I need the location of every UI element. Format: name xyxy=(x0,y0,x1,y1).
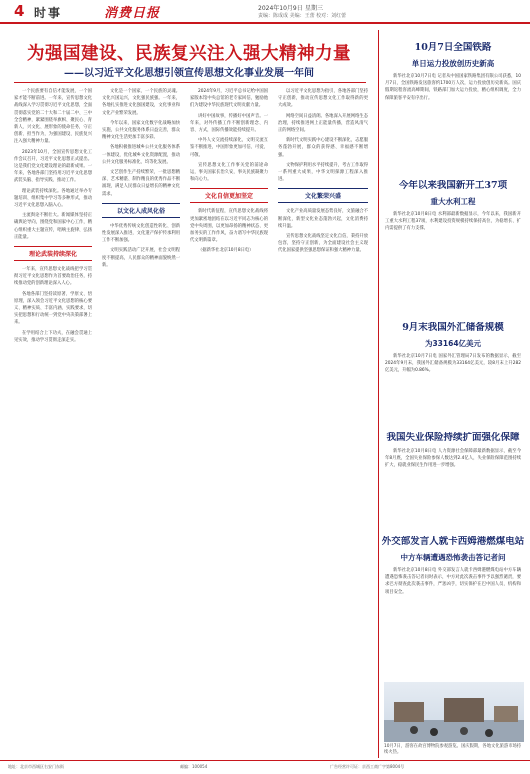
lead-headline: 为强国建设、民族复兴注入强大精神力量 xyxy=(27,44,351,64)
news-headline: 9月末我国外汇储备规模 xyxy=(402,322,504,333)
photo-illustration xyxy=(384,682,524,742)
paragraph: 网络空间日益清朗。各地深入开展网络生态治理，持续推进网上正能量传播，营造风清气正的网络空间。 xyxy=(278,113,368,134)
paragraph: 新时代文明实践中心建设不断深化，志愿服务蓬勃开展，群众的获得感、幸福感不断增强。 xyxy=(278,138,368,158)
paragraph: 各地积极推进城乡公共文化服务体系一体建设，优化城乡文化资源配置，推动公共文化服务标准化、均等化发展。 xyxy=(102,145,180,165)
weekday: 星期三 xyxy=(305,5,324,12)
paragraph: 2024年9月，习近平总书记给中国国家版本馆中央总馆的老专家回信，勉励他们为建设中华民族现代文明贡献力量。 xyxy=(190,89,268,109)
news-item-forex-reserves xyxy=(379,322,527,422)
paragraph: 各地各部门坚持读原著、学原文、悟原理，深入领会习近平文化思想的核心要义、精神实质、丰富内涵、实践要求，切实把思想和行动统一到党中央决策部署上来。 xyxy=(14,291,92,326)
paragraph: 一个民族要有自信才能发展，一个国家才能不断前进。一年来，宣传思想文化战线深入学习贯彻习近平文化思想，全面贯彻落实党的二十大和二十届二中、三中全会精神，紧紧围绕举旗帜、聚民心、育新人、兴文化、展形象的使命任务，守正创新、担当作为，为强国建设、民族复兴注入强大精神力量。 xyxy=(14,89,92,145)
news-headline: 外交部发言人就卡西姆港燃煤电站 xyxy=(381,536,525,547)
page-footer xyxy=(0,760,530,774)
title-divider xyxy=(14,82,366,83)
issue-date: 2024年10月9日 xyxy=(258,5,303,12)
paragraph: 主流舆论不断壮大。新闻媒体坚持正确舆论导向，围绕党和国家中心工作，精心组织重大主题宣传，唱响主旋律、弘扬正能量。 xyxy=(14,213,92,240)
lead-column-4 xyxy=(278,88,368,758)
newspaper-logo: 消费日报 xyxy=(104,6,161,21)
paragraph: 在学用结合上下功夫，在融会贯通上见实效，推动学习贯彻走深走实。 xyxy=(14,330,92,343)
paragraph: 讲好中国故事，传播好中国声音。一年来，对外传播工作不断创新理念、内容、方式，国际传播效能持续提升。 xyxy=(190,113,268,134)
section-name: 时事 xyxy=(34,6,63,20)
news-subheadline: 重大水利工程 xyxy=(430,197,476,206)
news-item-unemployment-insurance xyxy=(379,432,527,532)
lead-subheadline: ——以习近平文化思想引领宣传思想文化事业发展一年间 xyxy=(64,68,314,79)
paragraph: 文化产业高质量发展态势良好，文旅融合不断深化，新型文化业态蓬勃兴起，文化消费持续升温。 xyxy=(278,209,368,229)
footer-postcode: 邮编：100054 xyxy=(180,764,208,769)
paragraph: 中外人文交流持续深化，文明交流互鉴不断推进，中国形象更加可信、可爱、可敬。 xyxy=(190,138,268,158)
footer-address: 地址：北京市西城区右安门东街 xyxy=(8,764,64,769)
news-subheadline: 为33164亿美元 xyxy=(424,339,482,348)
editor-credits: 责编：陈成成 美编：王蕾 校对：刘红蕾 xyxy=(258,13,347,19)
section-subhead: 理论武装持续深化 xyxy=(14,246,92,261)
paragraph: （据新华社北京10月8日电） xyxy=(198,248,254,254)
paragraph: 理论武装持续深化。各地通过举办专题培训、组织集中学习等多种形式，推动习近平文化思想入脑入心。 xyxy=(14,188,92,209)
news-item-railway xyxy=(379,42,527,172)
news-headline: 我国失业保险持续扩面强化保障 xyxy=(386,432,520,443)
section-subhead: 以文化人成风化俗 xyxy=(102,203,180,218)
news-body: 新华社北京10月7日电 记者从中国国家铁路集团有限公司获悉，10月7日，全国铁路发送旅客约1700万人次，运力投放创历史新高。国庆假期返程客流高峰期间，铁路部门加大运力投放，精心组织调度，全力保障旅客平安有序出行。 xyxy=(385,74,521,101)
section-subhead: 文化自信更加坚定 xyxy=(190,188,268,203)
paragraph: 宣传思想文化战线坚定文化自信，秉持开放包容，坚持守正创新，为全面建设社会主义现代化国家提供坚强思想保证和强大精神力量。 xyxy=(278,234,368,254)
news-body: 新华社北京10月8日电 外交部发言人就卡西姆港燃煤电站中方车辆遭遇恐怖袭击答记者问时表示，中方对此次袭击事件予以强烈谴责，要求巴方彻查此次袭击事件，严惩凶手，切实保护在巴中国人员、机构和项目安全。 xyxy=(385,568,521,595)
news-item-foreign-ministry xyxy=(379,536,527,676)
news-body: 新华社北京10月8日电 水利部最新数据显示，今年以来，我国新开工重大水利工程37项，水利建设投资规模持续保持高位，为稳增长、扩内需提供了有力支撑。 xyxy=(385,212,521,232)
news-headline: 10月7日全国铁路 xyxy=(414,42,492,53)
lead-column-1 xyxy=(14,88,92,758)
section-subhead: 文化繁荣兴盛 xyxy=(278,188,368,203)
masthead xyxy=(0,0,530,24)
news-photo xyxy=(384,682,524,742)
news-body: 新华社北京10月7日电 国家外汇管理局7日发布的数据显示，截至2024年9月末，我国外汇储备规模为33164亿美元，较8月末上升282亿美元，升幅为0.86%。 xyxy=(385,354,521,374)
paragraph: 宣传思想文化工作事关党的前途命运，事关国家长治久安，事关民族凝聚力和向心力。 xyxy=(190,162,268,183)
paragraph: 文艺创作生产持续繁荣，一批思想精深、艺术精湛、制作精良的优秀作品不断涌现，满足人民群众日益增长的精神文化需求。 xyxy=(102,170,180,197)
paragraph: 2023年10月，全国宣传思想文化工作会议召开，习近平文化思想正式提出。这是我们党文化建设理论的最新成果。一年来，各地各部门坚持用习近平文化思想武装头脑、指导实践、推动工作。 xyxy=(14,149,92,184)
paragraph: 以习近平文化思想为指引，各地各部门坚持守正创新，推动宣传思想文化工作取得新的更大成效。 xyxy=(278,89,368,109)
news-subheadline: 中方车辆遭遇恐怖袭击答记者问 xyxy=(400,553,506,562)
paragraph: 文明实践活动广泛开展，社会文明程度不断提高，人民群众的精神面貌焕然一新。 xyxy=(102,248,180,268)
lead-column-3 xyxy=(190,88,268,758)
paragraph: 今年以来，国家文化数字化战略加快实施，公共文化服务体系日益完善，群众精神文化生活更加丰富多彩。 xyxy=(102,120,180,141)
news-body: 新华社北京10月8日电 人力资源社会保障部最新数据显示，截至今年8月底，全国失业保险参保人数达到2.4亿人，失业保险保障范围持续扩大，稳就业保民生作用进一步增强。 xyxy=(385,449,521,469)
paragraph: 新时代新征程，宣传思想文化战线将更加紧密地团结在以习近平同志为核心的党中央周围，以更加昂扬的精神状态、更加务实的工作作风，奋力谱写中华民族现代文明新篇章。 xyxy=(190,209,268,244)
news-headline: 今年以来我国新开工37项 xyxy=(398,180,508,191)
news-subheadline: 单日运力投放创历史新高 xyxy=(411,59,495,68)
photo-caption: 10月7日，游客在故宫博物院参观游览。国庆假期，各地文化旅游市场持续火热。 xyxy=(384,744,522,755)
paragraph: 文化是一个国家、一个民族的灵魂。文化兴国运兴，文化强民族强。一年来，各地扎实推进文化强国建设，文化事业和文化产业繁荣发展。 xyxy=(102,89,180,116)
page-number: 4 xyxy=(14,2,25,20)
news-brief-column xyxy=(378,30,527,758)
paragraph: 一年来，宣传思想文化战线把学习贯彻习近平文化思想作为首要政治任务，持续推动党的创新理论深入人心。 xyxy=(14,267,92,287)
news-item-water-projects xyxy=(379,180,527,310)
footer-license: 广告经营许可证：京西工商广字第8004号 xyxy=(330,764,405,769)
paragraph: 中华优秀传统文化创造性转化、创新性发展深入推进，文化遗产保护传承利用工作不断加强。 xyxy=(102,223,180,244)
paragraph: 文物保护利用水平持续提升，考古工作取得一系列重大成果，中华文明探源工程深入推进。 xyxy=(278,162,368,183)
lead-column-2 xyxy=(102,88,180,758)
